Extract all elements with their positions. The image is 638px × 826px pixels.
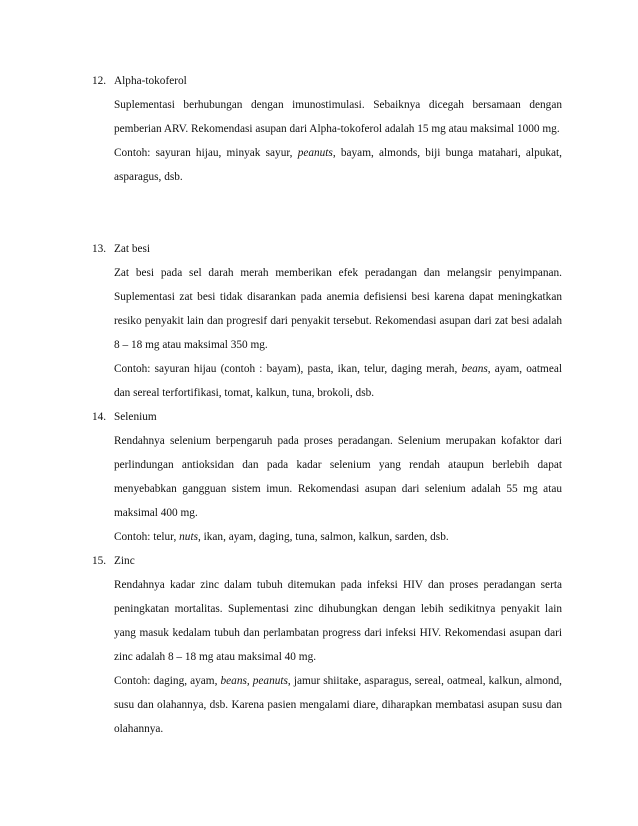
example-text-end: , ayam, oatmeal dan sereal terfortifikasi, tomat, kalkun, tuna, brokoli, dsb. (114, 363, 562, 399)
section-number: 12. (92, 75, 107, 87)
example-italic: beans (461, 363, 488, 375)
example-paragraph (114, 525, 562, 549)
example-text: Contoh: telur, (114, 531, 180, 543)
example-paragraph (114, 669, 562, 741)
example-italic: peanuts (297, 147, 333, 159)
section-heading (92, 549, 135, 573)
example-text-end: , bayam, almonds, biji bunga matahari, alpukat, asparagus, dsb. (114, 147, 562, 183)
example-text: Contoh: daging, ayam, (114, 675, 221, 687)
section-heading (92, 237, 150, 261)
section-body (114, 261, 562, 405)
section-number: 13. (92, 243, 107, 255)
paragraph: Rendahnya selenium berpengaruh pada proses peradangan. Selenium merupakan kofaktor dari perlindungan antioksidan dan pada kadar selenium yang rendah ataupun berlebih dapat menyebabkan gangguan sistem imun. Rekomendasi asupan dari selenium adalah 55 mg atau maksimal 400 mg. (114, 435, 562, 519)
paragraph: Suplementasi berhubungan dengan imunostimulasi. Sebaiknya dicegah bersamaan dengan pemberian ARV. Rekomendasi asupan dari Alpha-tokoferol adalah 15 mg atau maksimal 1000 mg. (114, 99, 562, 135)
section-number: 14. (92, 411, 107, 423)
example-text: Contoh: sayuran hijau (contoh : bayam), pasta, ikan, telur, daging merah, (114, 363, 462, 375)
example-text: Contoh: sayuran hijau, minyak sayur, (114, 147, 298, 159)
section-heading (92, 405, 157, 429)
example-text-end: , jamur shiitake, asparagus, sereal, oatmeal, kalkun, almond, susu dan olahannya, dsb. Karena pasien mengalami diare, diharapkan membatasi asupan susu dan olahannya. (114, 675, 562, 735)
section-title: Alpha-tokoferol (114, 75, 187, 87)
section-title: Zinc (114, 555, 135, 567)
section-body (114, 93, 562, 189)
paragraph: Zat besi pada sel darah merah memberikan efek peradangan dan melangsir penyimpanan. Suplementasi zat besi tidak disarankan pada anemia defisiensi besi karena dapat meningkatkan resiko penyakit lain dan progresif dari penyakit tersebut. Rekomendasi asupan dari zat besi adalah 8 – 18 mg atau maksimal 350 mg. (114, 267, 562, 351)
example-italic: beans, peanuts (220, 675, 288, 687)
section-title: Zat besi (114, 243, 151, 255)
section-heading (92, 69, 187, 93)
section-title: Selenium (114, 411, 157, 423)
section-body (114, 573, 562, 741)
example-italic: nuts (179, 531, 198, 543)
section-body (114, 429, 562, 549)
section-number: 15. (92, 555, 107, 567)
example-paragraph (114, 141, 562, 189)
example-text-end: , ikan, ayam, daging, tuna, salmon, kalkun, sarden, dsb. (197, 531, 449, 543)
example-paragraph (114, 357, 562, 405)
paragraph: Rendahnya kadar zinc dalam tubuh ditemukan pada infeksi HIV dan proses peradangan serta peningkatan mortalitas. Suplementasi zinc dihubungkan dengan lebih sedikitnya penyakit lain yang masuk kedalam tubuh dan perlambatan progress dari infeksi HIV. Rekomendasi asupan dari zinc adalah 8 – 18 mg atau maksimal 40 mg. (114, 579, 562, 663)
